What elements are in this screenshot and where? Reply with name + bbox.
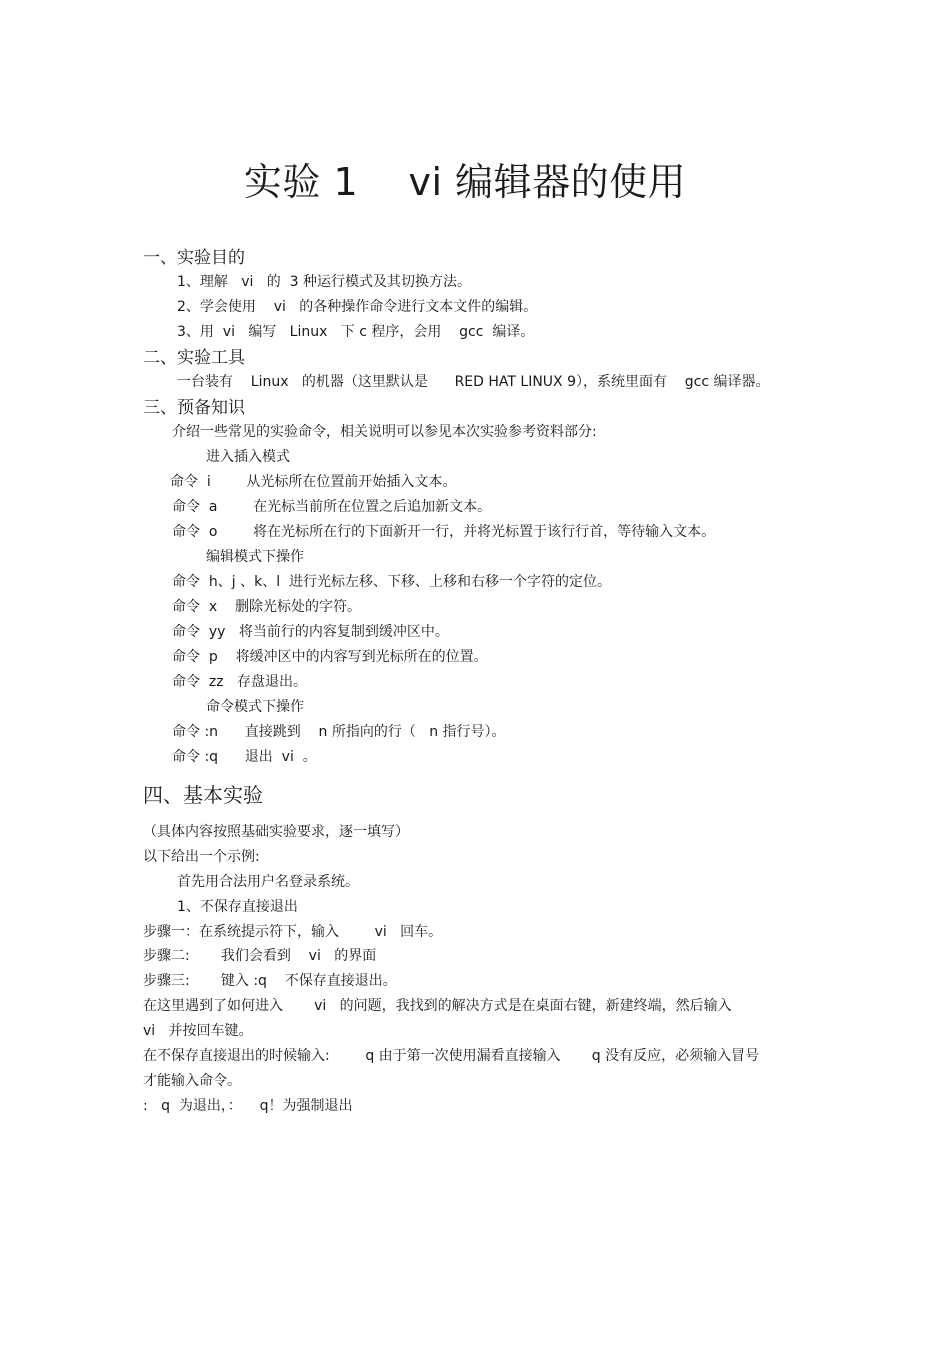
experiment-line: 步骤二: 我们会看到 vi 的界面 — [143, 948, 377, 964]
experiment-line: 步骤一：在系统提示符下，输入 vi 回车。 — [143, 924, 443, 940]
experiment-line: 才能输入命令。 — [143, 1073, 241, 1089]
command-line: 命令 o 将在光标所在行的下面新开一行，并将光标置于该行行首，等待输入文本。 — [172, 524, 716, 540]
command-line: 命令 zz 存盘退出。 — [172, 674, 307, 690]
command-line: 命令 h、j 、k、l 进行光标左移、下移、上移和右移一个字符的定位。 — [172, 574, 612, 590]
edit-mode-label: 编辑模式下操作 — [206, 549, 304, 565]
experiment-line: vi 并按回车键。 — [143, 1023, 253, 1039]
experiment-line: 1、不保存直接退出 — [177, 899, 298, 915]
command-line: 命令 yy 将当前行的内容复制到缓冲区中。 — [172, 624, 449, 640]
purpose-item: 3、用 vi 编写 Linux 下 c 程序，会用 gcc 编译。 — [177, 324, 535, 340]
purpose-item: 2、学会使用 vi 的各种操作命令进行文本文件的编辑。 — [177, 299, 538, 315]
section-heading-purpose: 一、实验目的 — [143, 248, 245, 268]
command-line: 命令 :n 直接跳到 n 所指向的行（ n 指行号）。 — [172, 724, 506, 740]
tools-text: 一台装有 Linux 的机器（这里默认是 RED HAT LINUX 9），系统里面有 gcc 编译器。 — [177, 374, 770, 390]
purpose-item: 1、理解 vi 的 3 种运行模式及其切换方法。 — [177, 274, 472, 290]
section-heading-prerequisites: 三、预备知识 — [143, 398, 245, 418]
experiment-line: （具体内容按照基础实验要求，逐一填写） — [143, 824, 409, 840]
command-line: 命令 :q 退出 vi 。 — [172, 749, 317, 765]
command-line: 命令 a 在光标当前所在位置之后追加新文本。 — [172, 499, 492, 515]
experiment-line: : q 为退出，： q！为强制退出 — [143, 1098, 353, 1114]
insert-mode-label: 进入插入模式 — [206, 449, 290, 465]
document-title: 实验 1 vi 编辑器的使用 — [243, 160, 687, 204]
command-mode-label: 命令模式下操作 — [206, 699, 304, 715]
command-line: 命令 i 从光标所在位置前开始插入文本。 — [170, 474, 457, 490]
experiment-line: 首先用合法用户名登录系统。 — [177, 874, 359, 890]
section-heading-tools: 二、实验工具 — [143, 348, 245, 368]
command-line: 命令 x 删除光标处的字符。 — [172, 599, 361, 615]
experiment-line: 步骤三: 键入 :q 不保存直接退出。 — [143, 973, 397, 989]
section-heading-basic-experiment: 四、基本实验 — [143, 783, 263, 807]
command-line: 命令 p 将缓冲区中的内容写到光标所在的位置。 — [172, 649, 488, 665]
experiment-line: 在这里遇到了如何进入 vi 的问题，我找到的解决方式是在桌面右键，新建终端，然后输入 — [143, 998, 732, 1014]
prerequisites-intro: 介绍一些常见的实验命令，相关说明可以参见本次实验参考资料部分: — [172, 424, 597, 440]
experiment-line: 以下给出一个示例: — [143, 849, 260, 865]
experiment-line: 在不保存直接退出的时候输入: q 由于第一次使用漏看直接输入 q 没有反应，必须输入冒号 — [143, 1048, 760, 1064]
